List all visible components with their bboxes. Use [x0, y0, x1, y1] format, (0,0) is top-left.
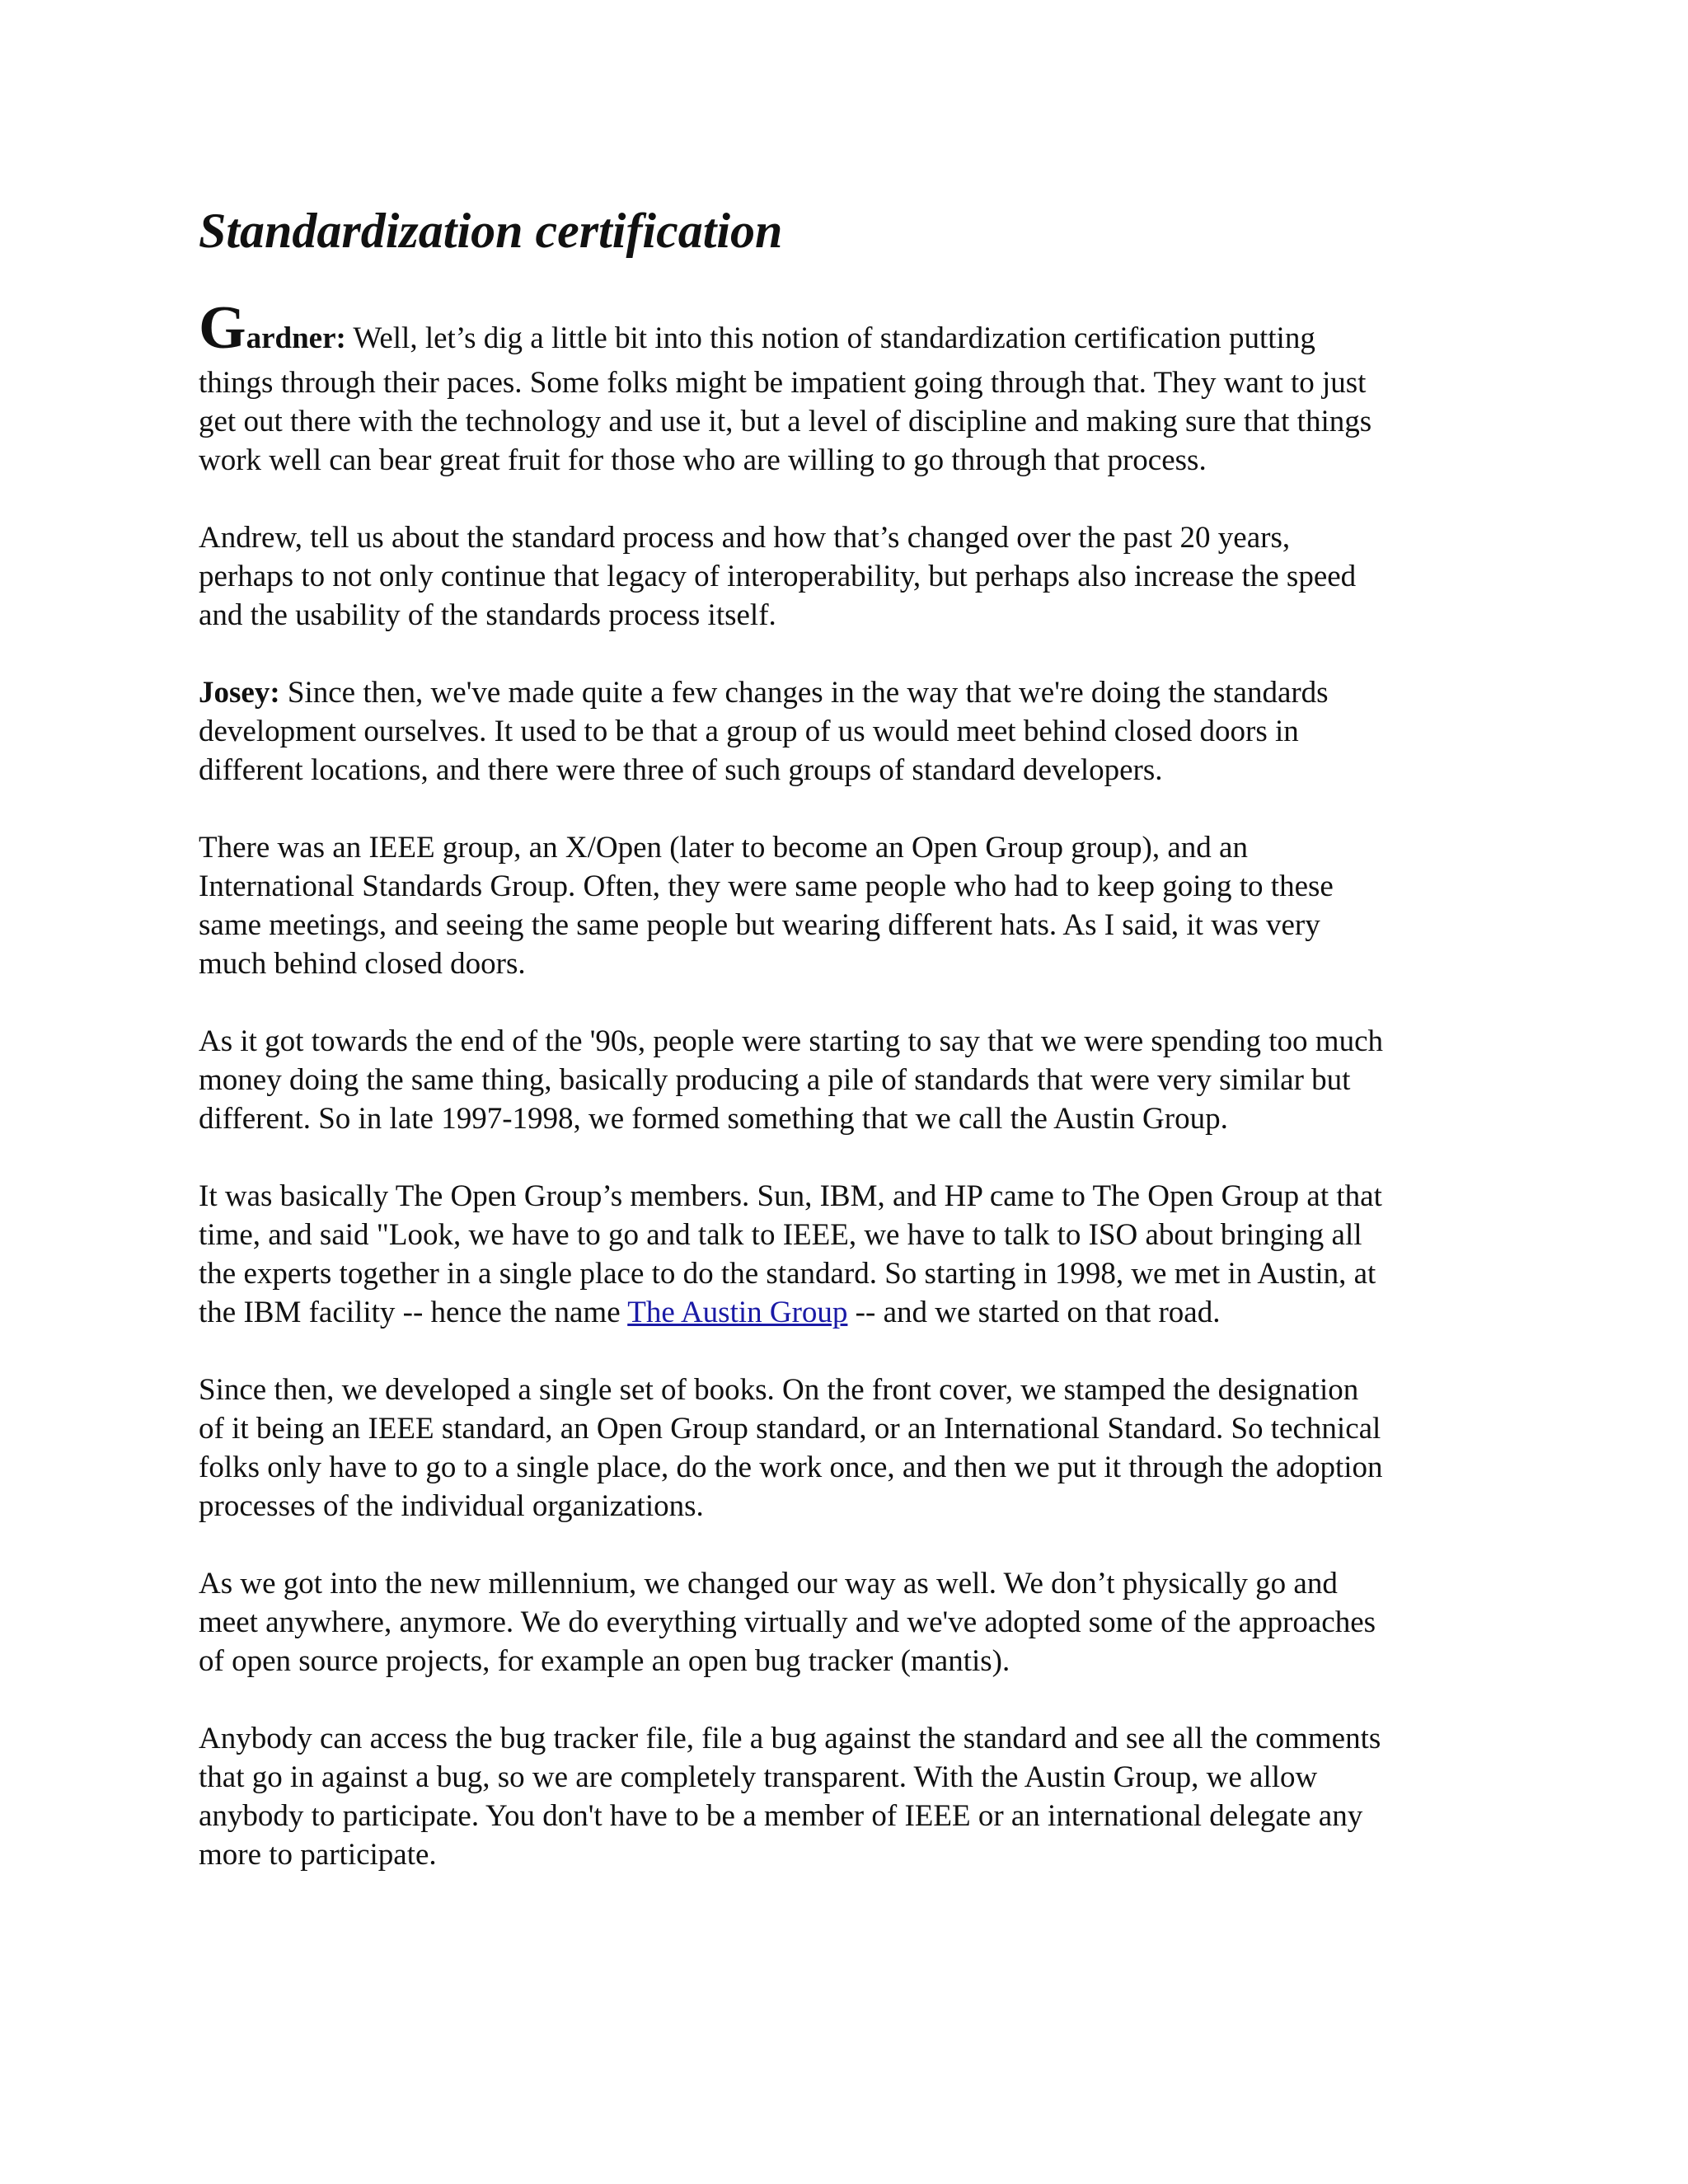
- paragraph: [199, 673, 1493, 790]
- paragraph-line: things through their paces. Some folks might be impatient going through that. They want to just: [199, 366, 1367, 400]
- paragraph-line: development ourselves. It used to be that a group of us would meet behind closed doors in: [199, 715, 1299, 748]
- paragraph-line: more to participate.: [199, 1838, 437, 1872]
- paragraph-line: and the usability of the standards process itself.: [199, 598, 776, 632]
- paragraph-line: perhaps to not only continue that legacy of interoperability, but perhaps also increase the speed: [199, 560, 1357, 593]
- paragraph-text: -- and we started on that road.: [847, 1296, 1221, 1329]
- paragraph: [199, 828, 1493, 983]
- paragraph-line: same meetings, and seeing the same people but wearing different hats. As I said, it was very: [199, 908, 1320, 942]
- paragraph-line: get out there with the technology and use it, but a level of discipline and making sure that things: [199, 405, 1372, 438]
- paragraph-first-line: [199, 673, 1493, 712]
- paragraph-line: There was an IEEE group, an X/Open (later to become an Open Group group), and an: [199, 831, 1248, 865]
- paragraph-line: time, and said "Look, we have to go and talk to IEEE, we have to talk to ISO about bringing all: [199, 1218, 1362, 1252]
- paragraph-text: Since then, we've made quite a few changes in the way that we're doing the standards: [279, 676, 1329, 710]
- paragraph-line: As it got towards the end of the '90s, people were starting to say that we were spending too much: [199, 1024, 1384, 1058]
- paragraph-line: money doing the same thing, basically producing a pile of standards that were very similar but: [199, 1063, 1351, 1097]
- paragraph: [199, 1177, 1493, 1332]
- paragraph: [199, 1022, 1493, 1138]
- paragraph-line: Anybody can access the bug tracker file, file a bug against the standard and see all the comments: [199, 1722, 1381, 1755]
- paragraph-line: [199, 1293, 1493, 1332]
- paragraph-line: Since then, we developed a single set of books. On the front cover, we stamped the designation: [199, 1373, 1359, 1407]
- paragraph-line: much behind closed doors.: [199, 947, 526, 981]
- paragraph: [199, 1719, 1493, 1874]
- paragraph-line: that go in against a bug, so we are completely transparent. With the Austin Group, we allow: [199, 1760, 1318, 1794]
- paragraph-text: the IBM facility -- hence the name: [199, 1296, 628, 1329]
- speaker-label: Josey:: [199, 676, 280, 710]
- paragraph-line: folks only have to go to a single place, do the work once, and then we put it through the adoption: [199, 1451, 1383, 1484]
- paragraph-line: meet anywhere, anymore. We do everything virtually and we've adopted some of the approaches: [199, 1605, 1376, 1639]
- austin-group-link[interactable]: The Austin Group: [627, 1296, 848, 1329]
- paragraph-line: It was basically The Open Group’s members. Sun, IBM, and HP came to The Open Group at that: [199, 1179, 1382, 1213]
- paragraph: [199, 1564, 1493, 1680]
- paragraph-line: International Standards Group. Often, they were same people who had to keep going to these: [199, 869, 1334, 903]
- paragraph-text: Well, let’s dig a little bit into this notion of standardization certification putting: [345, 321, 1315, 355]
- drop-cap: G: [199, 294, 246, 362]
- paragraph: [199, 1371, 1493, 1526]
- paragraph-first-line: [199, 294, 1493, 363]
- paragraph-line: As we got into the new millennium, we changed our way as well. We don’t physically go and: [199, 1567, 1338, 1601]
- paragraph-line: anybody to participate. You don't have to be a member of IEEE or an international delegate any: [199, 1799, 1363, 1833]
- paragraph-line: work well can bear great fruit for those who are willing to go through that process.: [199, 443, 1207, 477]
- paragraph-line: processes of the individual organizations.: [199, 1489, 704, 1523]
- page-title: Standardization certification: [199, 204, 783, 258]
- paragraph-line: of it being an IEEE standard, an Open Group standard, or an International Standard. So technical: [199, 1412, 1381, 1446]
- paragraph-line: different locations, and there were three of such groups of standard developers.: [199, 753, 1163, 787]
- paragraph-line: of open source projects, for example an open bug tracker (mantis).: [199, 1644, 1010, 1678]
- paragraph-line: Andrew, tell us about the standard process and how that’s changed over the past 20 years,: [199, 521, 1291, 555]
- paragraph-line: the experts together in a single place to do the standard. So starting in 1998, we met in Austin, at: [199, 1257, 1376, 1291]
- paragraph: [199, 518, 1493, 635]
- paragraph: [199, 294, 1493, 480]
- paragraph-line: different. So in late 1997-1998, we formed something that we call the Austin Group.: [199, 1102, 1228, 1136]
- article-body: [199, 294, 1493, 1913]
- speaker-label: ardner:: [246, 321, 346, 355]
